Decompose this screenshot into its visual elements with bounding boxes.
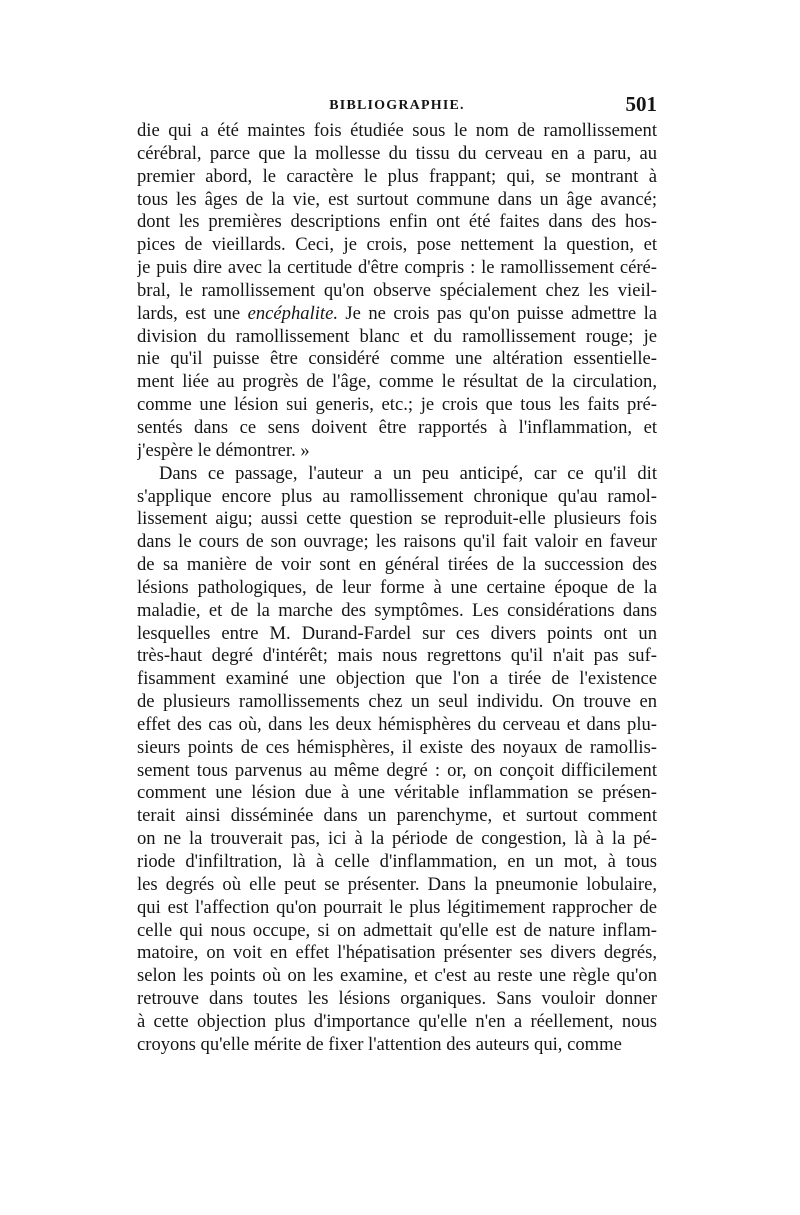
running-head	[137, 94, 657, 120]
text-line: selon les points où on les examine, et c'est au reste une règle qu'on	[137, 965, 657, 987]
text-line: pices de vieillards. Ceci, je crois, pose nettement la question, et	[137, 234, 657, 256]
text-line: bral, le ramollissement qu'on observe spécialement chez les vieil-	[137, 279, 657, 301]
text-line: division du ramollissement blanc et du ramollissement rouge; je	[137, 325, 657, 347]
text-line: j'espère le démontrer. »	[137, 439, 310, 461]
text-segment: Je ne crois pas qu'on puisse admettre la	[337, 302, 657, 324]
text-line: lésions pathologiques, de leur forme à une certaine époque de la	[137, 576, 657, 598]
text-line: celle qui nous occupe, si on admettait qu'elle est de nature inflam-	[137, 919, 657, 941]
text-line: comme une lésion sui generis, etc.; je crois que tous les faits pré-	[137, 394, 657, 416]
text-line: maladie, et de la marche des symptômes. Les considérations dans	[137, 599, 657, 621]
text-line: nie qu'il puisse être considéré comme une altération essentielle-	[137, 348, 657, 370]
text-line: lesquelles entre M. Durand-Fardel sur ces divers points ont un	[137, 622, 657, 644]
text-line: premier abord, le caractère le plus frappant; qui, se montrant à	[137, 165, 657, 187]
text-line: sentés dans ce sens doivent être rapportés à l'inflammation, et	[137, 416, 657, 438]
text-line: effet des cas où, dans les deux hémisphères du cerveau et dans plu-	[137, 713, 657, 735]
text-line: les degrés où elle peut se présenter. Dans la pneumonie lobulaire,	[137, 873, 657, 895]
text-line: dans le cours de son ouvrage; les raisons qu'il fait valoir en faveur	[137, 531, 657, 553]
text-line: retrouve dans toutes les lésions organiques. Sans vouloir donner	[137, 988, 657, 1010]
text-line: sement tous parvenus au même degré : or, on conçoit difficilement	[137, 759, 657, 781]
text-line: sieurs points de ces hémisphères, il existe des noyaux de ramollis-	[137, 736, 657, 758]
text-segment: lards, est une	[137, 302, 248, 324]
italic-term: encéphalite.	[247, 302, 338, 324]
text-line: de sa manière de voir sont en général tirées de la succession des	[137, 554, 657, 576]
text-line: cérébral, parce que la mollesse du tissu du cerveau en a paru, au	[137, 142, 657, 164]
body-text	[137, 120, 657, 1057]
text-line: lissement aigu; aussi cette question se reproduit-elle plusieurs fois	[137, 508, 657, 530]
text-line: on ne la trouverait pas, ici à la période de congestion, là à la pé-	[137, 828, 657, 850]
page-number: 501	[625, 92, 657, 116]
text-line: dont les premières descriptions enfin ont été faites dans des hos-	[137, 211, 657, 233]
text-line: Dans ce passage, l'auteur a un peu anticipé, car ce qu'il dit	[159, 462, 657, 484]
book-page	[137, 94, 657, 1057]
text-line: croyons qu'elle mérite de fixer l'attention des auteurs qui, comme	[137, 1033, 622, 1055]
text-line: qui est l'affection qu'on pourrait le plus légitimement rapprocher de	[137, 896, 657, 918]
running-title: BIBLIOGRAPHIE.	[329, 98, 465, 113]
text-line: comment une lésion due à une véritable inflammation se présen-	[137, 782, 657, 804]
text-line: ment liée au progrès de l'âge, comme le résultat de la circulation,	[137, 371, 657, 393]
text-line: terait ainsi disséminée dans un parenchyme, et surtout comment	[137, 805, 657, 827]
text-line: très-haut degré d'intérêt; mais nous regrettons qu'il n'ait pas suf-	[137, 645, 657, 667]
text-line: tous les âges de la vie, est surtout commune dans un âge avancé;	[137, 188, 657, 210]
text-line: de plusieurs ramollissements chez un seul individu. On trouve en	[137, 691, 657, 713]
text-line: fisamment examiné une objection que l'on a tirée de l'existence	[137, 668, 657, 690]
text-line: s'applique encore plus au ramollissement chronique qu'au ramol-	[137, 485, 657, 507]
text-line: à cette objection plus d'importance qu'elle n'en a réellement, nous	[137, 1010, 657, 1032]
text-line: matoire, on voit en effet l'hépatisation présenter ses divers degrés,	[137, 942, 657, 964]
text-line: die qui a été maintes fois étudiée sous le nom de ramollissement	[137, 120, 657, 141]
text-line: je puis dire avec la certitude d'être compris : le ramollissement céré-	[137, 257, 657, 279]
text-line: riode d'infiltration, là à celle d'inflammation, en un mot, à tous	[137, 851, 657, 872]
text-line	[137, 303, 657, 326]
